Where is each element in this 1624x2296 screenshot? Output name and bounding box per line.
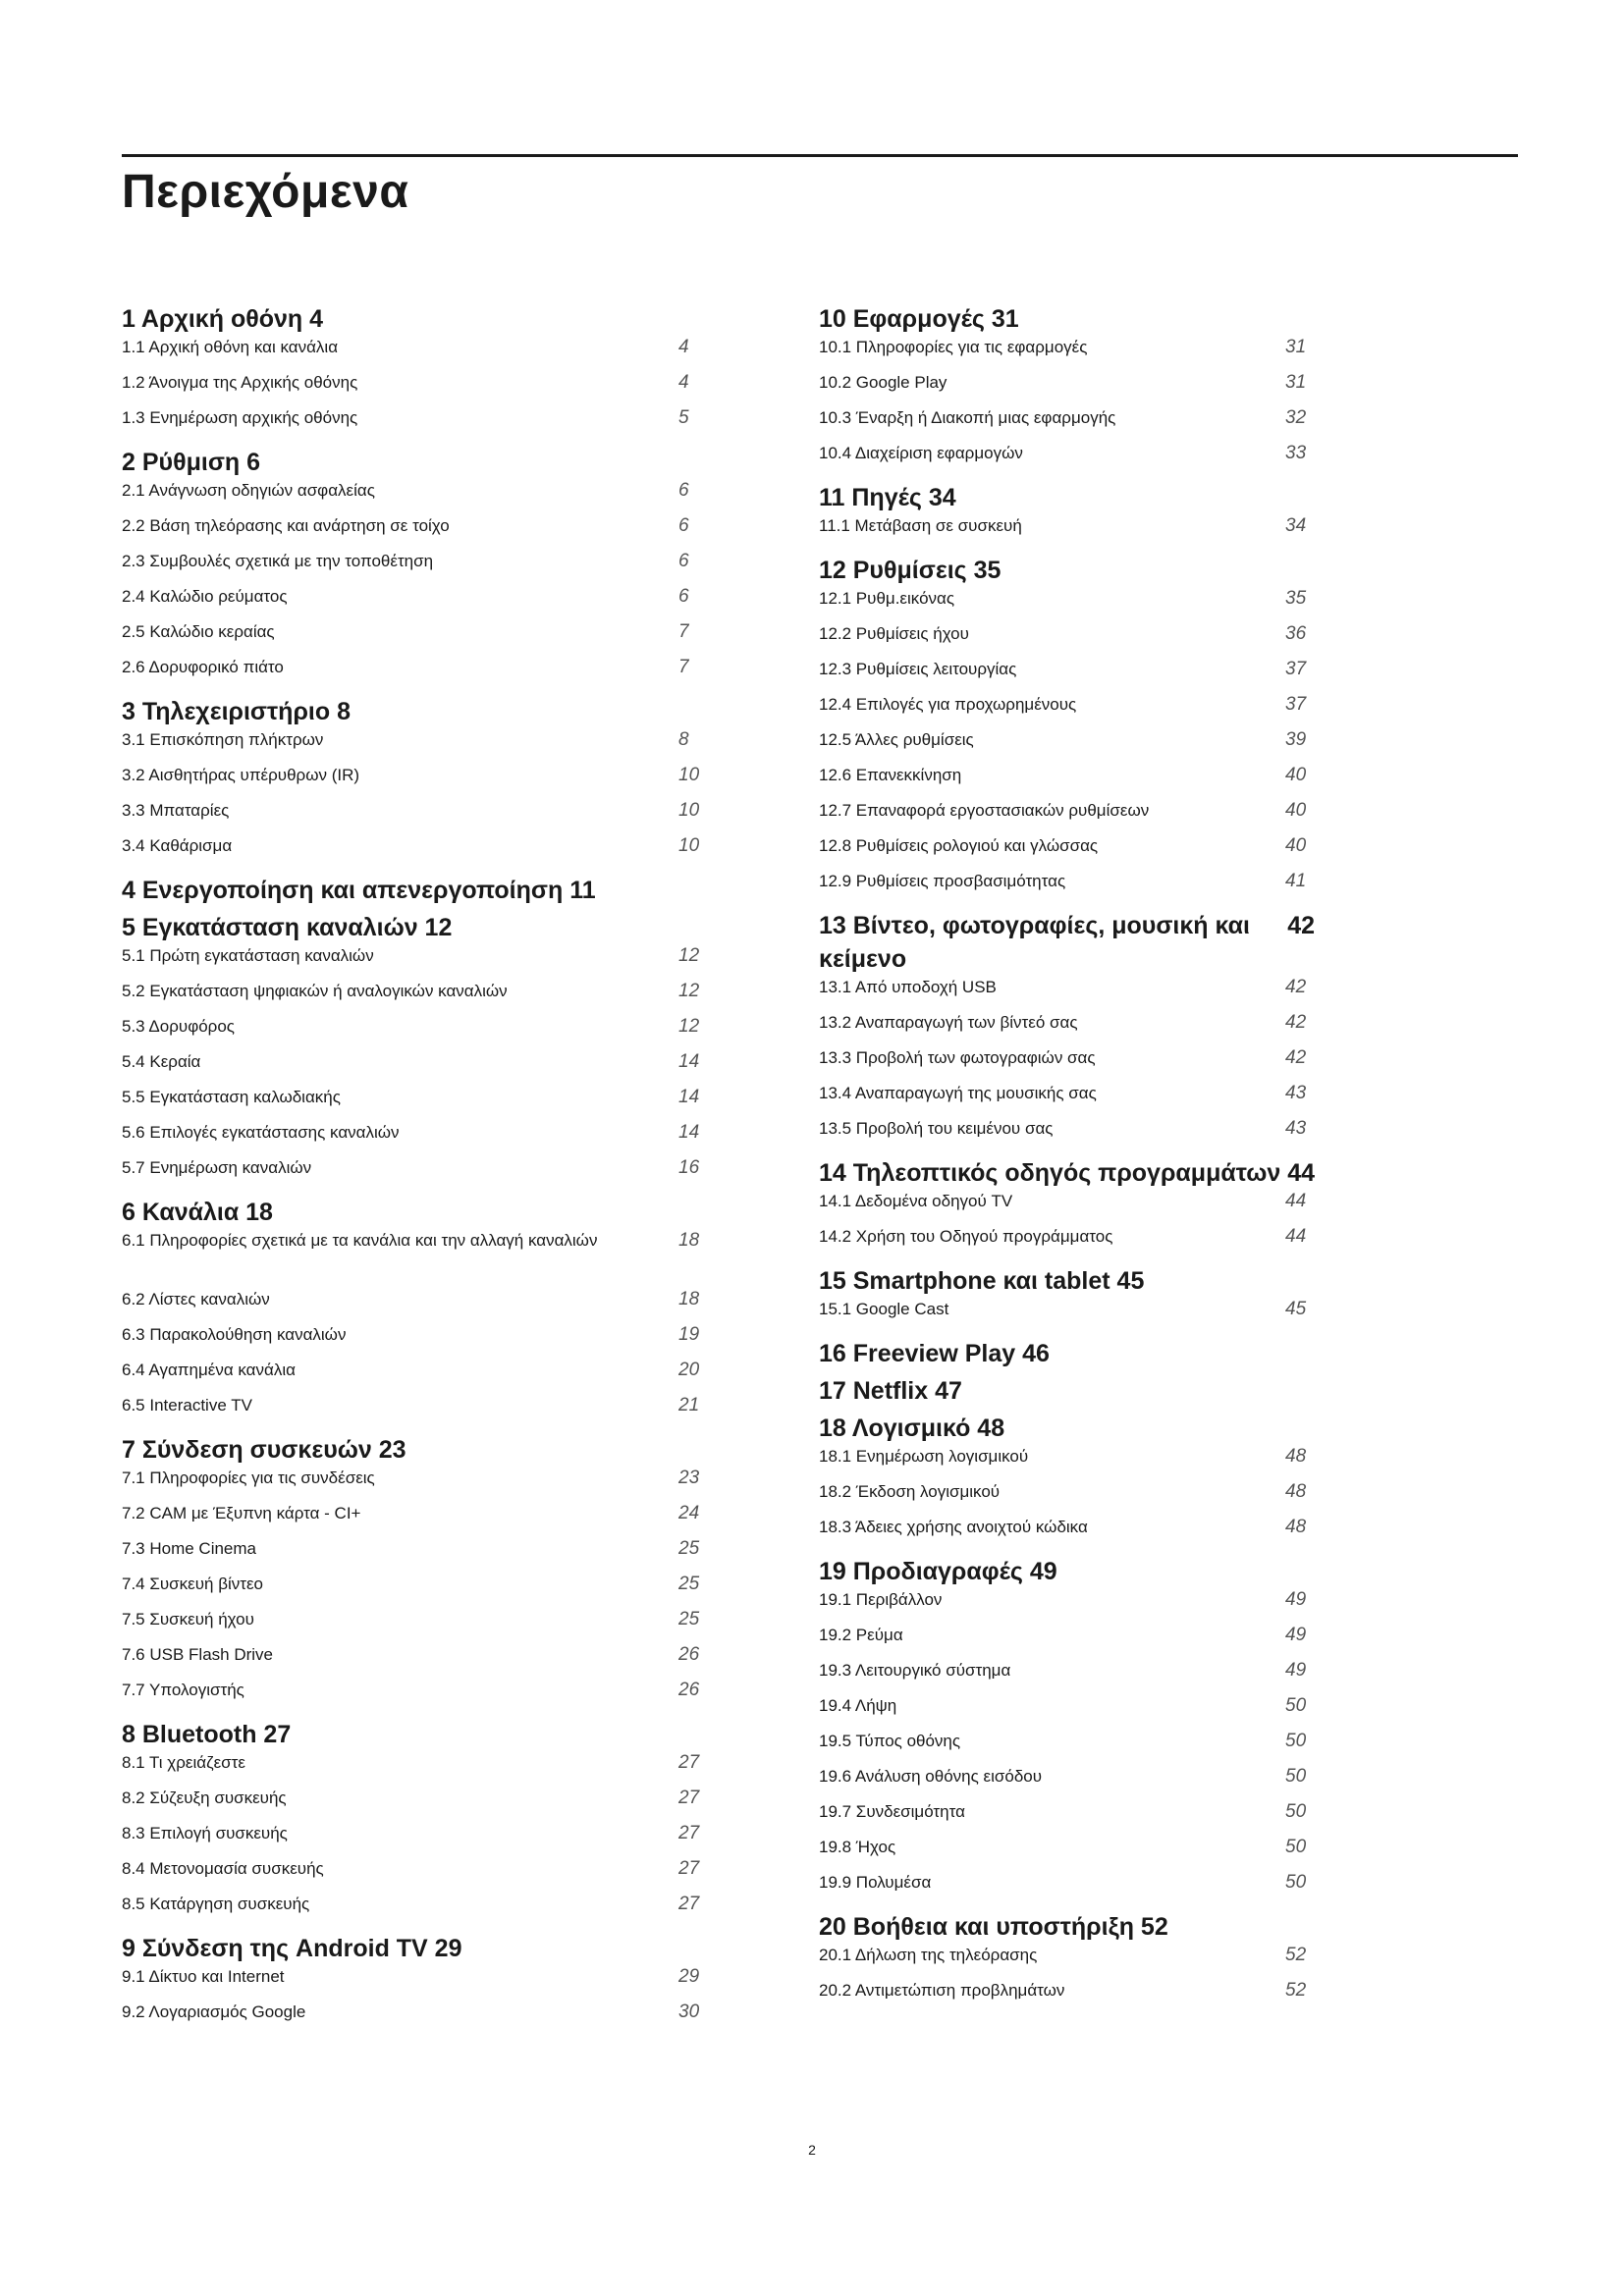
toc-chapter[interactable]: [819, 1156, 1315, 1190]
entry-title: 14.1 Δεδομένα οδηγού TV: [819, 1192, 1013, 1210]
entry-title: 12.2 Ρυθμίσεις ήχου: [819, 624, 969, 643]
toc-chapter[interactable]: [122, 1433, 737, 1467]
entry-page: 6: [678, 480, 689, 501]
entry-title: 3.2 Αισθητήρας υπέρυθρων (IR): [122, 766, 360, 784]
toc-entry[interactable]: [819, 442, 1315, 477]
entry-page: 21: [678, 1395, 700, 1415]
entry-title: 6.2 Λίστες καναλιών: [122, 1290, 270, 1308]
entry-page: 14: [678, 1051, 700, 1072]
entry-page: 27: [678, 1752, 700, 1773]
toc-chapter[interactable]: [122, 302, 737, 336]
toc-entry[interactable]: [819, 587, 1315, 622]
toc-entry[interactable]: [819, 1046, 1315, 1082]
toc-entry[interactable]: [819, 1659, 1315, 1694]
entry-page: 40: [1285, 765, 1307, 785]
entry-page: 48: [1285, 1517, 1307, 1537]
entry-page: 26: [678, 1644, 700, 1665]
entry-page: 23: [678, 1468, 700, 1488]
toc-entry[interactable]: [122, 834, 737, 870]
toc-chapter[interactable]: [122, 911, 737, 944]
entry-page: 27: [678, 1858, 700, 1879]
toc-entry[interactable]: [819, 1800, 1315, 1836]
toc-chapter[interactable]: [819, 1555, 1315, 1588]
entry-page: 18: [678, 1289, 700, 1309]
toc-entry[interactable]: [122, 1229, 737, 1288]
entry-title: 5.1 Πρώτη εγκατάσταση καναλιών: [122, 946, 374, 965]
entry-page: 12: [678, 981, 700, 1001]
toc-entry[interactable]: [122, 1751, 737, 1787]
entry-page: 50: [1285, 1801, 1307, 1822]
toc-entry[interactable]: [122, 728, 737, 764]
entry-page: 42: [1285, 1012, 1307, 1033]
toc-entry[interactable]: [819, 1516, 1315, 1551]
entry-title: 6.3 Παρακολούθηση καναλιών: [122, 1325, 347, 1344]
toc-chapter[interactable]: [122, 695, 737, 728]
header-rule: [122, 154, 1518, 157]
page-title: Περιεχόμενα: [122, 166, 409, 218]
entry-title: 7.6 USB Flash Drive: [122, 1645, 273, 1664]
entry-page: 25: [678, 1609, 700, 1629]
chapter-title: 16 Freeview Play 46: [819, 1340, 1050, 1367]
entry-page: 24: [678, 1503, 700, 1523]
entry-page: 10: [678, 835, 700, 856]
toc-entry[interactable]: [122, 1573, 737, 1608]
entry-page: 49: [1285, 1660, 1307, 1681]
entry-page: 35: [1285, 588, 1307, 609]
toc-entry[interactable]: [819, 1765, 1315, 1800]
entry-title: 19.5 Τύπος οθόνης: [819, 1732, 961, 1750]
chapter-title: 6 Κανάλια 18: [122, 1199, 273, 1226]
toc-chapter[interactable]: [122, 1718, 737, 1751]
entry-title: 11.1 Μετάβαση σε συσκευή: [819, 516, 1022, 535]
entry-page: 10: [678, 800, 700, 821]
entry-page: 12: [678, 945, 700, 966]
toc-entry[interactable]: [819, 1225, 1315, 1260]
entry-title: 10.4 Διαχείριση εφαρμογών: [819, 444, 1023, 462]
entry-page: 49: [1285, 1625, 1307, 1645]
entry-title: 3.1 Επισκόπηση πλήκτρων: [122, 730, 324, 749]
toc-entry[interactable]: [819, 976, 1315, 1011]
toc-entry[interactable]: [122, 1822, 737, 1857]
entry-title: 7.1 Πληροφορίες για τις συνδέσεις: [122, 1468, 375, 1487]
entry-title: 12.4 Επιλογές για προχωρημένους: [819, 695, 1077, 714]
entry-page: 16: [678, 1157, 700, 1178]
entry-title: 12.3 Ρυθμίσεις λειτουργίας: [819, 660, 1017, 678]
entry-page: 48: [1285, 1446, 1307, 1467]
toc-entry[interactable]: [122, 1467, 737, 1502]
toc-entry[interactable]: [122, 1359, 737, 1394]
entry-page: 43: [1285, 1083, 1307, 1103]
entry-page: 7: [678, 621, 689, 642]
entry-title: 18.1 Ενημέρωση λογισμικού: [819, 1447, 1029, 1466]
toc-entry[interactable]: [122, 1537, 737, 1573]
toc-entry[interactable]: [819, 693, 1315, 728]
entry-page: 34: [1285, 515, 1307, 536]
chapter-title: 17 Netflix 47: [819, 1377, 962, 1405]
entry-page: 32: [1285, 407, 1307, 428]
entry-title: 5.5 Εγκατάσταση καλωδιακής: [122, 1088, 341, 1106]
entry-page: 50: [1285, 1731, 1307, 1751]
entry-page: 48: [1285, 1481, 1307, 1502]
entry-title: 1.3 Ενημέρωση αρχικής οθόνης: [122, 408, 358, 427]
entry-title: 5.3 Δορυφόρος: [122, 1017, 235, 1036]
entry-title: 19.6 Ανάλυση οθόνης εισόδου: [819, 1767, 1043, 1786]
entry-page: 8: [678, 729, 689, 750]
toc-entry[interactable]: [819, 1588, 1315, 1624]
entry-title: 5.4 Κεραία: [122, 1052, 201, 1071]
toc-entry[interactable]: [122, 799, 737, 834]
chapter-title: 3 Τηλεχειριστήριο 8: [122, 698, 351, 725]
entry-page: 7: [678, 657, 689, 677]
entry-page: 44: [1285, 1191, 1307, 1211]
toc-chapter[interactable]: [819, 554, 1315, 587]
toc-chapter[interactable]: [819, 481, 1315, 514]
toc-entry[interactable]: [819, 336, 1315, 371]
chapter-title: 14 Τηλεοπτικός οδηγός προγραμμάτων: [819, 1159, 1281, 1187]
toc-entry[interactable]: [819, 728, 1315, 764]
entry-title: 7.7 Υπολογιστής: [122, 1681, 244, 1699]
chapter-title: 15 Smartphone και tablet 45: [819, 1267, 1145, 1295]
entry-title: 14.2 Χρήση του Οδηγού προγράμματος: [819, 1227, 1113, 1246]
entry-title: 12.6 Επανεκκίνηση: [819, 766, 962, 784]
entry-title: 2.1 Ανάγνωση οδηγιών ασφαλείας: [122, 481, 375, 500]
entry-page: 10: [678, 765, 700, 785]
toc-entry[interactable]: [122, 944, 737, 980]
toc-entry[interactable]: [819, 764, 1315, 799]
entry-page: 4: [678, 337, 689, 357]
entry-title: 6.5 Interactive TV: [122, 1396, 252, 1415]
entry-title: 1.2 Άνοιγμα της Αρχικής οθόνης: [122, 373, 358, 392]
entry-title: 20.1 Δήλωση της τηλεόρασης: [819, 1946, 1038, 1964]
entry-title: 19.9 Πολυμέσα: [819, 1873, 932, 1892]
entry-title: 2.4 Καλώδιο ρεύματος: [122, 587, 288, 606]
entry-page: 6: [678, 515, 689, 536]
entry-page: 27: [678, 1823, 700, 1843]
entry-title: 9.1 Δίκτυο και Internet: [122, 1967, 285, 1986]
toc-entry[interactable]: [122, 1086, 737, 1121]
entry-page: 20: [678, 1360, 700, 1380]
chapter-title: 2 Ρύθμιση 6: [122, 449, 261, 476]
entry-title: 10.2 Google Play: [819, 373, 947, 392]
toc-entry[interactable]: [122, 980, 737, 1015]
toc-entry[interactable]: [819, 1082, 1315, 1117]
entry-title: 12.5 Άλλες ρυθμίσεις: [819, 730, 974, 749]
entry-title: 18.2 Έκδοση λογισμικού: [819, 1482, 1001, 1501]
entry-title: 12.7 Επαναφορά εργοστασιακών ρυθμίσεων: [819, 801, 1150, 820]
entry-page: 49: [1285, 1589, 1307, 1610]
chapter-title: 18 Λογισμικό 48: [819, 1415, 1005, 1442]
toc-entry[interactable]: [819, 834, 1315, 870]
entry-page: 25: [678, 1574, 700, 1594]
entry-page: 27: [678, 1894, 700, 1914]
entry-page: 40: [1285, 800, 1307, 821]
toc-entry[interactable]: [819, 870, 1315, 905]
toc-entry[interactable]: [122, 1857, 737, 1893]
entry-page: 31: [1285, 337, 1307, 357]
entry-title: 5.6 Επιλογές εγκατάστασης καναλιών: [122, 1123, 400, 1142]
entry-title: 2.6 Δορυφορικό πιάτο: [122, 658, 284, 676]
toc-entry[interactable]: [122, 1015, 737, 1050]
entry-page: 50: [1285, 1872, 1307, 1893]
toc-entry[interactable]: [819, 1480, 1315, 1516]
entry-page: 42: [1285, 1047, 1307, 1068]
toc-entry[interactable]: [122, 371, 737, 406]
toc-entry[interactable]: [122, 550, 737, 585]
toc-entry[interactable]: [122, 585, 737, 620]
entry-title: 5.7 Ενημέρωση καναλιών: [122, 1158, 312, 1177]
entry-title: 6.1 Πληροφορίες σχετικά με τα κανάλια και την αλλαγή καναλιών: [122, 1231, 598, 1250]
toc-chapter[interactable]: [819, 1264, 1315, 1298]
entry-page: 14: [678, 1122, 700, 1143]
toc-right-column: [819, 302, 1315, 2014]
chapter-title: 9 Σύνδεση της Android TV 29: [122, 1935, 462, 1962]
entry-page: 31: [1285, 372, 1307, 393]
chapter-page: 44: [1287, 1159, 1315, 1187]
entry-page: 52: [1285, 1980, 1307, 2001]
entry-title: 13.3 Προβολή των φωτογραφιών σας: [819, 1048, 1096, 1067]
entry-title: 2.2 Βάση τηλεόρασης και ανάρτηση σε τοίχο: [122, 516, 450, 535]
entry-page: 18: [678, 1230, 700, 1251]
entry-page: 6: [678, 586, 689, 607]
toc-entry[interactable]: [819, 406, 1315, 442]
chapter-title: 13 Βίντεο, φωτογραφίες, μουσική και κείμενο: [819, 912, 1250, 973]
entry-title: 8.2 Σύζευξη συσκευής: [122, 1789, 287, 1807]
toc-chapter[interactable]: [819, 1337, 1315, 1370]
entry-title: 15.1 Google Cast: [819, 1300, 949, 1318]
entry-title: 8.1 Τι χρειάζεστε: [122, 1753, 245, 1772]
toc-entry[interactable]: [122, 764, 737, 799]
entry-page: 25: [678, 1538, 700, 1559]
toc-entry[interactable]: [122, 1787, 737, 1822]
toc-chapter[interactable]: [819, 1910, 1315, 1944]
toc-entry[interactable]: [122, 1394, 737, 1429]
toc-entry[interactable]: [819, 622, 1315, 658]
toc-entry[interactable]: [819, 1298, 1315, 1333]
entry-page: 43: [1285, 1118, 1307, 1139]
toc-chapter[interactable]: [819, 1412, 1315, 1445]
toc-entry[interactable]: [819, 1836, 1315, 1871]
entry-page: 19: [678, 1324, 700, 1345]
toc-entry[interactable]: [122, 514, 737, 550]
toc-entry[interactable]: [122, 1502, 737, 1537]
entry-page: 33: [1285, 443, 1307, 463]
toc-entry[interactable]: [122, 1679, 737, 1714]
entry-title: 7.4 Συσκευή βίντεο: [122, 1575, 264, 1593]
toc-entry[interactable]: [819, 514, 1315, 550]
entry-title: 8.4 Μετονομασία συσκευής: [122, 1859, 324, 1878]
entry-page: 5: [678, 407, 689, 428]
entry-page: 14: [678, 1087, 700, 1107]
entry-title: 3.3 Μπαταρίες: [122, 801, 230, 820]
entry-page: 40: [1285, 835, 1307, 856]
entry-title: 3.4 Καθάρισμα: [122, 836, 233, 855]
toc-entry[interactable]: [819, 1011, 1315, 1046]
entry-title: 7.5 Συσκευή ήχου: [122, 1610, 254, 1629]
entry-title: 9.2 Λογαριασμός Google: [122, 2002, 306, 2021]
entry-page: 50: [1285, 1766, 1307, 1787]
entry-page: 6: [678, 551, 689, 571]
toc-entry[interactable]: [819, 658, 1315, 693]
toc-entry[interactable]: [122, 2001, 737, 2036]
entry-page: 50: [1285, 1695, 1307, 1716]
toc-chapter[interactable]: [122, 1196, 737, 1229]
toc-entry[interactable]: [819, 371, 1315, 406]
entry-title: 13.5 Προβολή του κειμένου σας: [819, 1119, 1054, 1138]
entry-title: 19.4 Λήψη: [819, 1696, 897, 1715]
toc-entry[interactable]: [122, 1323, 737, 1359]
chapter-page: 42: [1287, 912, 1315, 939]
toc-entry[interactable]: [122, 406, 737, 442]
chapter-title: 7 Σύνδεση συσκευών 23: [122, 1436, 406, 1464]
page-number: 2: [808, 2142, 816, 2158]
chapter-title: 10 Εφαρμογές 31: [819, 305, 1019, 333]
toc-entry[interactable]: [819, 1624, 1315, 1659]
toc-chapter[interactable]: [122, 446, 737, 479]
toc-chapter[interactable]: [122, 874, 737, 907]
entry-title: 10.3 Έναρξη ή Διακοπή μιας εφαρμογής: [819, 408, 1116, 427]
toc-entry[interactable]: [819, 1730, 1315, 1765]
entry-page: 29: [678, 1966, 700, 1987]
entry-title: 19.3 Λειτουργικό σύστημα: [819, 1661, 1011, 1680]
toc-entry[interactable]: [122, 1965, 737, 2001]
toc-entry[interactable]: [819, 799, 1315, 834]
chapter-title: 20 Βοήθεια και υποστήριξη 52: [819, 1913, 1168, 1941]
toc-entry[interactable]: [122, 656, 737, 691]
entry-page: 45: [1285, 1299, 1307, 1319]
entry-title: 2.3 Συμβουλές σχετικά με την τοποθέτηση: [122, 552, 434, 570]
entry-title: 13.1 Από υποδοχή USB: [819, 978, 997, 996]
toc-entry[interactable]: [122, 1121, 737, 1156]
entry-title: 2.5 Καλώδιο κεραίας: [122, 622, 275, 641]
toc-entry[interactable]: [819, 1871, 1315, 1906]
entry-title: 6.4 Αγαπημένα κανάλια: [122, 1361, 296, 1379]
entry-page: 37: [1285, 694, 1307, 715]
toc-entry[interactable]: [122, 1156, 737, 1192]
chapter-title: 8 Bluetooth 27: [122, 1721, 292, 1748]
entry-title: 8.3 Επιλογή συσκευής: [122, 1824, 288, 1842]
entry-page: 26: [678, 1680, 700, 1700]
toc-entry[interactable]: [122, 1643, 737, 1679]
entry-page: 52: [1285, 1945, 1307, 1965]
chapter-title: 4 Ενεργοποίηση και απενεργοποίηση 11: [122, 877, 596, 904]
chapter-title: 11 Πηγές 34: [819, 484, 956, 511]
entry-title: 18.3 Άδειες χρήσης ανοιχτού κώδικα: [819, 1518, 1088, 1536]
entry-title: 13.2 Αναπαραγωγή των βίντεό σας: [819, 1013, 1078, 1032]
toc-chapter[interactable]: [122, 1932, 737, 1965]
chapter-title: 5 Εγκατάσταση καναλιών 12: [122, 914, 453, 941]
entry-page: 50: [1285, 1837, 1307, 1857]
entry-title: 19.2 Ρεύμα: [819, 1626, 903, 1644]
toc-entry[interactable]: [122, 1608, 737, 1643]
entry-title: 1.1 Αρχική οθόνη και κανάλια: [122, 338, 339, 356]
entry-page: 12: [678, 1016, 700, 1037]
entry-page: 36: [1285, 623, 1307, 644]
toc-entry[interactable]: [122, 336, 737, 371]
entry-page: 37: [1285, 659, 1307, 679]
toc-entry[interactable]: [819, 1190, 1315, 1225]
entry-title: 19.8 Ήχος: [819, 1838, 896, 1856]
toc-entry[interactable]: [819, 1944, 1315, 1979]
entry-page: 42: [1285, 977, 1307, 997]
entry-title: 19.7 Συνδεσιμότητα: [819, 1802, 965, 1821]
toc-entry[interactable]: [819, 1979, 1315, 2014]
entry-page: 41: [1285, 871, 1307, 891]
toc-chapter[interactable]: [819, 909, 1315, 976]
entry-title: 12.8 Ρυθμίσεις ρολογιού και γλώσσας: [819, 836, 1099, 855]
chapter-title: 1 Αρχική οθόνη 4: [122, 305, 324, 333]
entry-title: 8.5 Κατάργηση συσκευής: [122, 1895, 310, 1913]
entry-page: 44: [1285, 1226, 1307, 1247]
toc-entry[interactable]: [819, 1445, 1315, 1480]
entry-title: 7.3 Home Cinema: [122, 1539, 257, 1558]
toc-entry[interactable]: [819, 1694, 1315, 1730]
toc-entry[interactable]: [122, 620, 737, 656]
entry-title: 12.9 Ρυθμίσεις προσβασιμότητας: [819, 872, 1066, 890]
toc-entry[interactable]: [122, 1288, 737, 1323]
entry-title: 10.1 Πληροφορίες για τις εφαρμογές: [819, 338, 1088, 356]
entry-page: 39: [1285, 729, 1307, 750]
entry-title: 5.2 Εγκατάσταση ψηφιακών ή αναλογικών καναλιών: [122, 982, 508, 1000]
entry-page: 30: [678, 2002, 700, 2022]
toc-entry[interactable]: [122, 479, 737, 514]
toc-left-column: [122, 302, 737, 2036]
chapter-title: 19 Προδιαγραφές 49: [819, 1558, 1057, 1585]
toc-chapter[interactable]: [819, 302, 1315, 336]
entry-title: 13.4 Αναπαραγωγή της μουσικής σας: [819, 1084, 1097, 1102]
entry-title: 12.1 Ρυθμ.εικόνας: [819, 589, 955, 608]
toc-chapter[interactable]: [819, 1374, 1315, 1408]
entry-title: 20.2 Αντιμετώπιση προβλημάτων: [819, 1981, 1065, 2000]
toc-entry[interactable]: [122, 1893, 737, 1928]
entry-title: 7.2 CAM με Έξυπνη κάρτα - CI+: [122, 1504, 361, 1522]
toc-entry[interactable]: [819, 1117, 1315, 1152]
entry-page: 4: [678, 372, 689, 393]
entry-page: 27: [678, 1788, 700, 1808]
entry-title: 19.1 Περιβάλλον: [819, 1590, 943, 1609]
chapter-title: 12 Ρυθμίσεις 35: [819, 557, 1001, 584]
toc-entry[interactable]: [122, 1050, 737, 1086]
